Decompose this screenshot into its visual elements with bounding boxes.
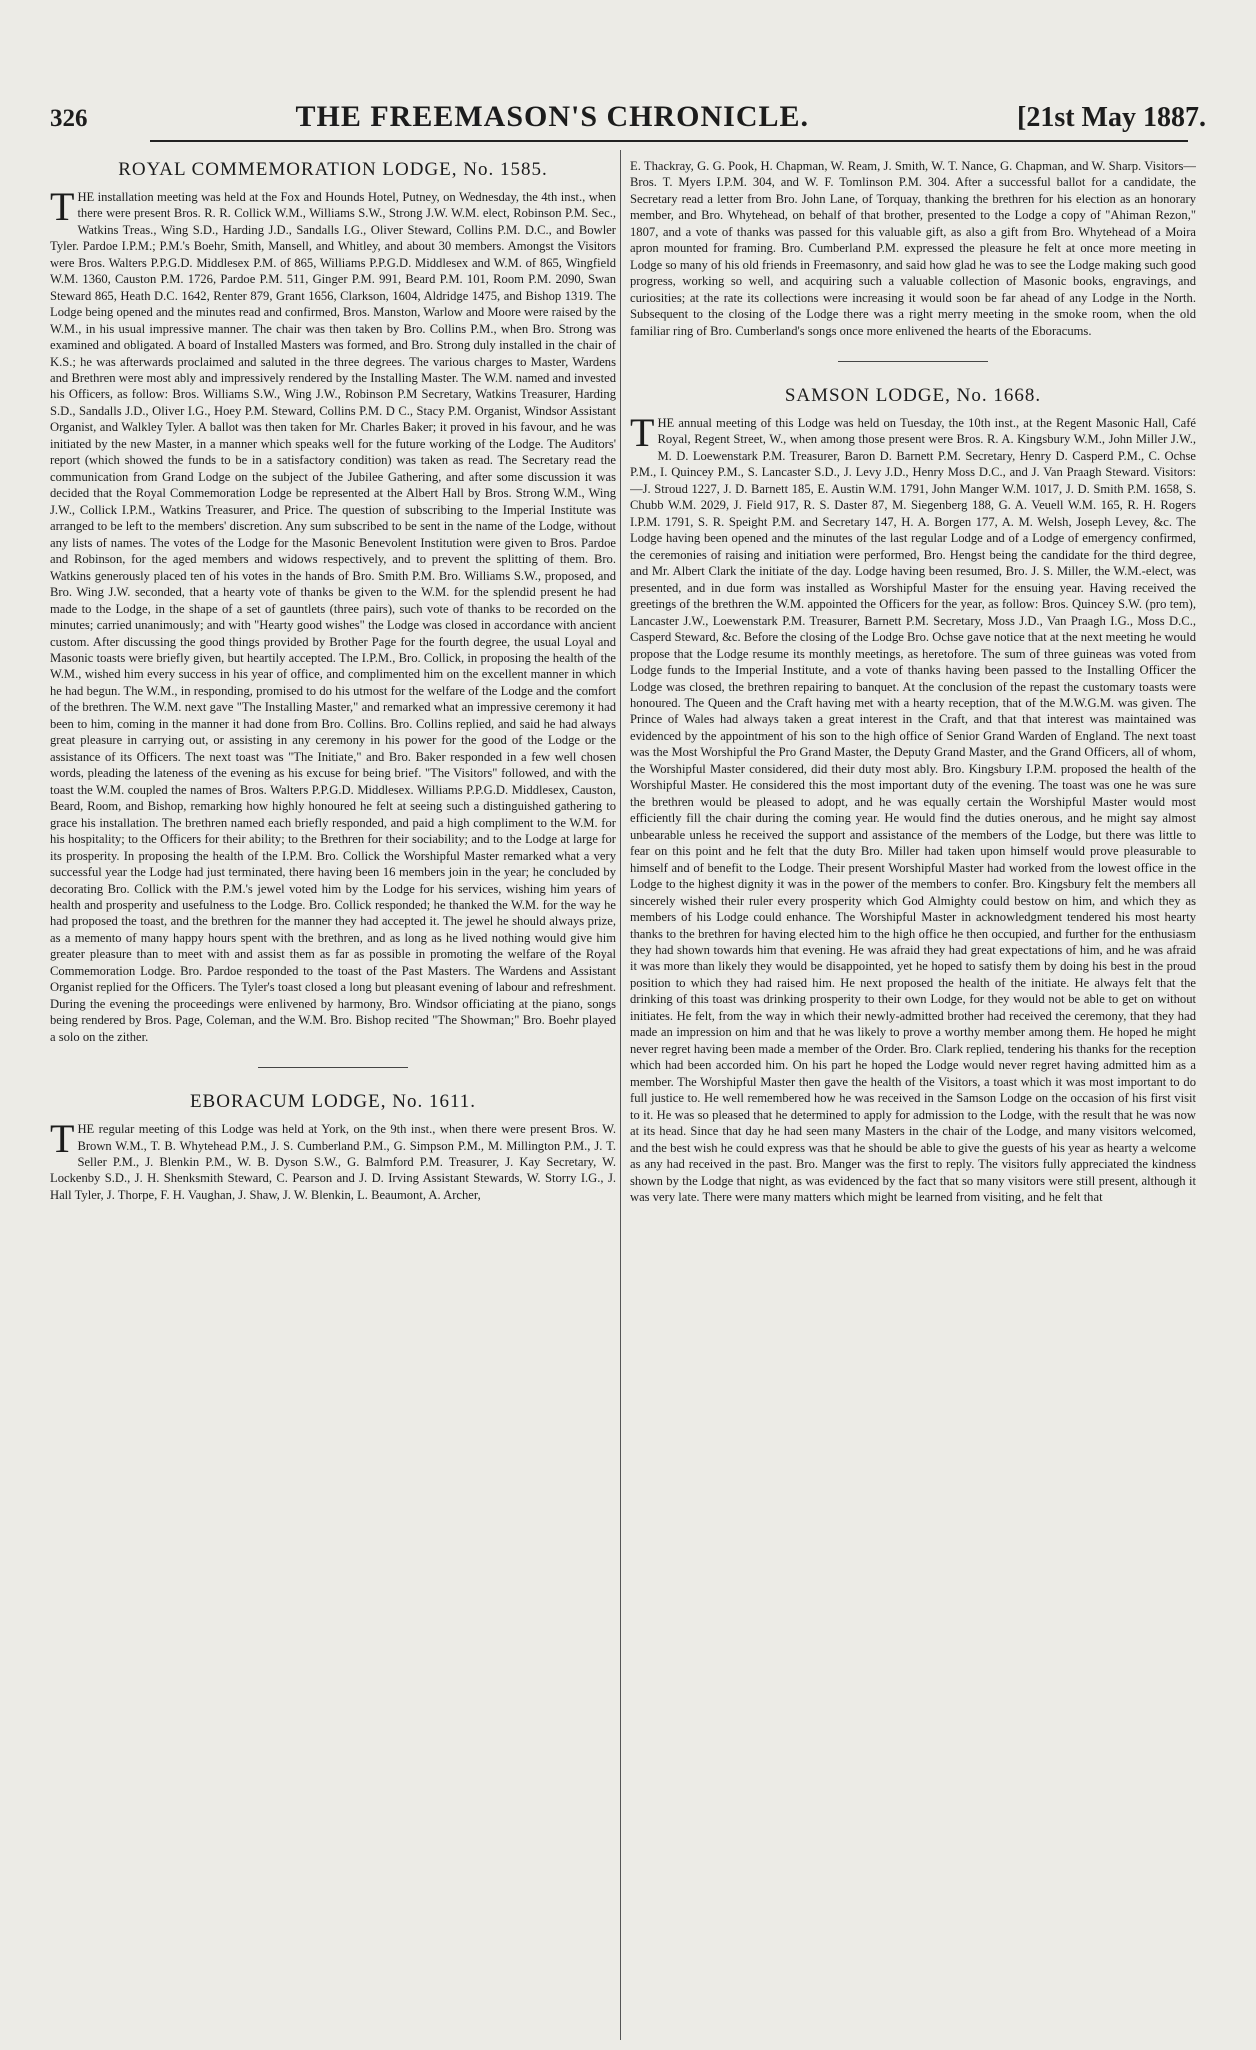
masthead-rule <box>150 140 1188 142</box>
newspaper-title: THE FREEMASON'S CHRONICLE. <box>295 100 810 133</box>
column-divider <box>620 150 621 2040</box>
eboracum-heading: EBORACUM LODGE, No. 1611. <box>189 1091 477 1113</box>
royal-commemoration-text: HE installation meeting was held at the Fox and Hounds Hotel, Putney, on Wednesday, the 4th inst., when there were present Bros. R. R. Collick W.M., Williams S.W., Strong J.W. W.M. elect, Robinson P.M. Sec., Watkins Treas., Wing S.D., Harding J.D., Sandalls I.G., Oliver Steward, Collins P.M. D.C., and Bowler Tyler. Pardoe I.P.M.; P.M.'s Boehr, Smith, Mansell, and Whitley, and about 30 members. Amongst the Visitors were Bros. Walters P.P.G.D. Middlesex P.M. of 865, Williams P.P.G.D. Middlesex and W.M. of 865, Wingfield W.M. 1360, Causton P.M. 1726, Pardoe P.M. 511, Ginger P.M. 991, Beard P.M. 101, Room P.M. 2090, Swan Steward 865, Heath D.C. 1642, Renter 879, Grant 1656, Clarkson, 1604, Aldridge 1475, and Bishop 1319. The Lodge being opened and the minutes read and confirmed, Bros. Manston, Warlow and Moore were raised by the W.M., in his usual impressive manner. The chair was then taken by Bro. Collins P.M., when Bro. Strong was examined and obligated. A board of Installed Masters was formed, and Bro. Strong duly installed in the chair of K.S.; he was afterwards proclaimed and saluted in the three degrees. The various charges to Master, Wardens and Brethren were most ably and impressively rendered by the Installing Master. The W.M. named and invested his Officers, as follow: Bros. Williams S.W., Wing J.W., Robinson P.M Secretary, Watkins Treasurer, Harding S.D., Sandalls J.D., Oliver I.G., Hoey P.M. Steward, Collins P.M. D C., Stacy P.M. Organist, Windsor Assistant Organist, and Walkley Tyler. A ballot was then taken for Mr. Charles Baker; it proved in his favour, and he was initiated by the new Master, in a manner which speaks well for the future working of the Lodge. The Auditors' report (which showed the funds to be in a satisfactory condition) was taken as read. The Secretary read the communication from Grand Lodge on the subject of the Jubilee Gathering, and after some discussion it was decided that the Royal Commemoration Lodge be represented at the Albert Hall by Bros. Strong W.M., Wing J.W., Collick I.P.M., Watkins Treasurer, and Price. The question of subscribing to the Imperial Institute was arranged to be left to the members' discretion. Any sum subscribed to be sent in the name of the Lodge, without any lists of names. The votes of the Lodge for the Masonic Benevolent Institution were given to Bros. Pardoe and Robinson, for the aged members and widows respectively, and to prevent the splitting of them. Bro. Watkins generously placed ten of his votes in the hands of Bro. Smith P.M. Bro. Williams S.W., proposed, and Bro. Wing J.W. seconded, that a hearty vote of thanks be given to the W.M. for the splendid present he had made to the Lodge, in the shape of a set of gauntlets (three pairs), such vote of thanks to be recorded on the minutes; carried unanimously; and with "Hearty good wishes" the Lodge was closed in accordance with ancient custom. After discussing the good things provided by Brother Page for the fourth degree, the usual Loyal and Masonic toasts were briefly given, but heartily accepted. The I.P.M., Bro. Collick, in proposing the health of the W.M., wished him every success in his year of office, and complimented him on the excellent manner in which he had begun. The W.M., in responding, promised to do his utmost for the welfare of the Lodge and the comfort of the brethren. The W.M. next gave "The Installing Master," and remarked what an impressive ceremony it had been to him, coming in the manner it had done from Bro. Collins. Bro. Collins replied, and said he had always great pleasure in carrying out, or assisting in any ceremony in his power for the good of the Lodge or the assistance of its Officers. The next toast was "The Initiate," and Bro. Baker responded in a few well chosen words, pleading the lateness of the evening as his excuse for being brief. "The Visitors" followed, and with the toast the W.M. coupled the names of Bros. Walters P.P.G.D. Middlesex. Williams P.P.G.D. Middlesex, Causton, Beard, Room, and Bishop, remarking how highly honoured he felt at seeing such a distinguished gathering to grace his installation. The brethren named each briefly responded, and paid a high compliment to the W.M. for his hospitality; to the Officers for their ability; to the Brethren for their sociability; and to the Lodge at large for its prosperity. In proposing the health of the I.P.M. Bro. Collick the Worshipful Master remarked what a very successful year the Lodge had just terminated, there having been 16 members join in the year; he concluded by decorating Bro. Collick with the P.M.'s jewel voted him by the Lodge for his services, wishing him years of health and prosperity and usefulness to the Lodge. Bro. Collick responded; he thanked the W.M. for the way he had proposed the toast, and the brethren for the manner they had accepted it. The jewel he should always prize, as a memento of many happy hours spent with the brethren, and as long as he lived nothing would give him greater pleasure than to meet with and assist them as far as possible in promoting the welfare of the Royal Commemoration Lodge. Bro. Pardoe responded to the toast of the Past Masters. The Wardens and Assistant Organist replied for the Officers. The Tyler's toast closed a long but pleasant evening of labour and refreshment. During the evening the proceedings were enlivened by harmony, Bro. Windsor officiating at the piano, songs being rendered by Bros. Page, Coleman, and the W.M. Bro. Bishop recited "The Showman;" Bro. Boehr played a solo on the zither. <box>50 189 616 1044</box>
eboracum-continuation: E. Thackray, G. G. Pook, H. Chapman, W. Ream, J. Smith, W. T. Nance, G. Chapman, and W. Sharp. Visitors—Bros. T. Myers I.P.M. 304, and W. F. Tomlinson P.M. 304. After a successful ballot for a candidate, the Secretary read a letter from Bro. John Lane, of Torquay, thanking the brethren for his election as an honorary member, and Bro. Whytehead, on behalf of that brother, presented to the Lodge a copy of "Ahiman Rezon," 1807, and a vote of thanks was passed for this valuable gift, as also a gift from Bro. Whytehead of a Moira apron mounted for framing. Bro. Cumberland P.M. expressed the pleasure he felt at once more meeting in Lodge so many of his old friends in Freemasonry, and said how glad he was to see the Lodge making such good progress, working so well, and acquiring such a valuable collection of Masonic books, engravings, and curiosities; at the rate its collections were increasing it would soon be far ahead of any Lodge in the North. Subsequent to the closing of the Lodge there was a right merry meeting in the smoke room, when the old familiar ring of Bro. Cumberland's songs once more enlivened the hearts of the Eboracums. <box>630 159 1196 338</box>
page-number: 326 <box>50 105 88 132</box>
eboracum-text: HE regular meeting of this Lodge was held at York, on the 9th inst., when there were present Bros. W. Brown W.M., T. B. Whytehead P.M., J. S. Cumberland P.M., G. Simpson P.M., M. Millington P.M., J. T. Seller P.M., J. Blenkin P.M., W. B. Dyson S.W., G. Balmford P.M. Treasurer, J. Kay Secretary, W. Lockenby S.D., J. H. Shenksmith Steward, C. Pearson and J. D. Irving Assistant Stewards, W. Storry I.G., J. Hall Tyler, J. Thorpe, F. H. Vaughan, J. Shaw, J. W. Blenkin, L. Beaumont, A. Archer, <box>50 1122 616 1202</box>
section-rule <box>258 1067 408 1068</box>
samson-article <box>630 410 1196 1206</box>
royal-dropcap: T <box>50 183 75 229</box>
royal-commemoration-heading: ROYAL COMMEMORATION LODGE, No. 1585. <box>118 159 548 180</box>
right-column <box>630 158 1196 2033</box>
section-rule-right <box>838 361 988 362</box>
masthead <box>50 100 1206 136</box>
left-column <box>50 158 616 2033</box>
eboracum-dropcap: T <box>50 1116 75 1162</box>
issue-date: [21st May 1887. <box>1017 102 1206 133</box>
royal-commemoration-article <box>50 183 616 1045</box>
eboracum-article <box>50 1116 616 1203</box>
samson-text: HE annual meeting of this Lodge was held on Tuesday, the 10th inst., at the Regent Masonic Hall, Café Royal, Regent Street, W., when among those present were Bros. R. A. Kingsbury W.M., John Miller J.W., M. D. Loewenstark P.M. Treasurer, Baron D. Barnett P.M. Secretary, Henry D. Casperd P.M., C. Ochse P.M., I. Quincey P.M., S. Lancaster S.D., J. Levy J.D., Henry Moss D.C., and J. Van Praagh Steward. Visitors:—J. Stroud 1227, J. D. Barnett 185, E. Austin W.M. 1791, John Manger W.M. 1017, J. D. Smith P.M. 1658, S. Chubb W.M. 2029, J. Field 917, R. S. Daster 87, M. Siegenberg 188, G. A. Veuell W.M. 165, R. H. Rogers I.P.M. 1791, S. R. Speight P.M. and Secretary 147, H. A. Borgen 177, A. M. Welsh, Joseph Levey, &c. The Lodge having been opened and the minutes of the last regular Lodge and of a Lodge of emergency confirmed, the ceremonies of raising and initiation were performed, Bro. Hengst being the candidate for the third degree, and Mr. Albert Clark the initiate of the day. Lodge having been resumed, Bro. J. S. Miller, the W.M.-elect, was presented, and in due form was installed as Worshipful Master for the ensuing year. Having received the greetings of the brethren the W.M. appointed the Officers for the year, as follow: Bros. Quincey S.W. (pro tem), Lancaster J.W., Loewenstark P.M. Treasurer, Barnett P.M. Secretary, Moss J.D., Van Praagh I.G., Moss D.C., Casperd Steward, &c. Before the closing of the Lodge Bro. Ochse gave notice that at the next meeting he would propose that the Lodge resume its monthly meetings, as heretofore. The sum of three guineas was voted from Lodge funds to the Imperial Institute, and a vote of thanks having been passed to the Installing Officer the Lodge was closed, the brethren repairing to banquet. At the conclusion of the repast the customary toasts were honoured. The Queen and the Craft having met with a hearty reception, that of the M.W.G.M. was given. The Prince of Wales had always taken a great interest in the Craft, and that that interest was maintained was evidenced by the appointment of his son to the high office of Senior Grand Warden of England. The next toast was the Most Worshipful the Pro Grand Master, the Deputy Grand Master, and the Grand Officers, all of whom, the Worshipful Master considered, did their duty most ably. Bro. Kingsbury I.P.M. proposed the health of the Worshipful Master. He considered this the most important duty of the evening. The toast was one he was sure the brethren would be pleased to adopt, and he was equally certain the Worshipful Master would most efficiently fill the chair during the coming year. He would find the duties onerous, and he might say almost unbearable unless he received the support and assistance of the members of the Lodge, but there was little to fear on this point and he felt that the duty Bro. Miller had taken upon himself would prove pleasurable to himself and of benefit to the Lodge. Their present Worshipful Master had worked from the lowest office in the Lodge to the highest dignity it was in the power of the members to confer. Bro. Kingsbury felt the members all sincerely wished their ruler every prosperity which God Almighty could bestow on him, and which they as members of his Lodge could enhance. The Worshipful Master in acknowledgment tendered his most hearty thanks to the brethren for having elected him to the high office he then occupied, and further for the enthusiasm they had shown towards him that evening. He was afraid they had great expectations of him, and he was afraid it was more than likely they would be disappointed, yet he hoped to satisfy them by doing his best in the proud position to which they had raised him. He next proposed the health of the initiate. He always felt that the drinking of this toast was drinking prosperity to their own Lodge, for they would not be able to get on without initiates. He felt, from the way in which their newly-admitted brother had received the ceremony, that they had made an impression on him and that he was likely to prove a worthy member among them. He hoped he might never regret having been made a member of the Order. Bro. Clark replied, tendering his thanks for the reception which had been accorded him. On his part he hoped the Lodge would never regret having admitted him as a member. The Worshipful Master then gave the health of the Visitors, a toast which it was most important to do full justice to. He well remembered how he was received in the Samson Lodge on the occasion of his first visit to it. He was so pleased that he determined to apply for admission to the Lodge, with the result that he was now at its head. Since that day he had seen many Masters in the chair of the Lodge, and many visitors welcomed, and the best wish he could express was that he should be able to give the guests of his year as hearty a welcome as any had received in the past. Bro. Manger was the first to reply. The visitors fully appreciated the kindness shown by the Lodge that night, as was evidenced by the fact that so many visitors were still present, although it was very late. There were many matters which might be learned from visiting, and he felt that <box>630 416 1196 1205</box>
samson-dropcap: T <box>630 410 655 455</box>
samson-heading: SAMSON LODGE, No. 1668. <box>784 385 1042 407</box>
